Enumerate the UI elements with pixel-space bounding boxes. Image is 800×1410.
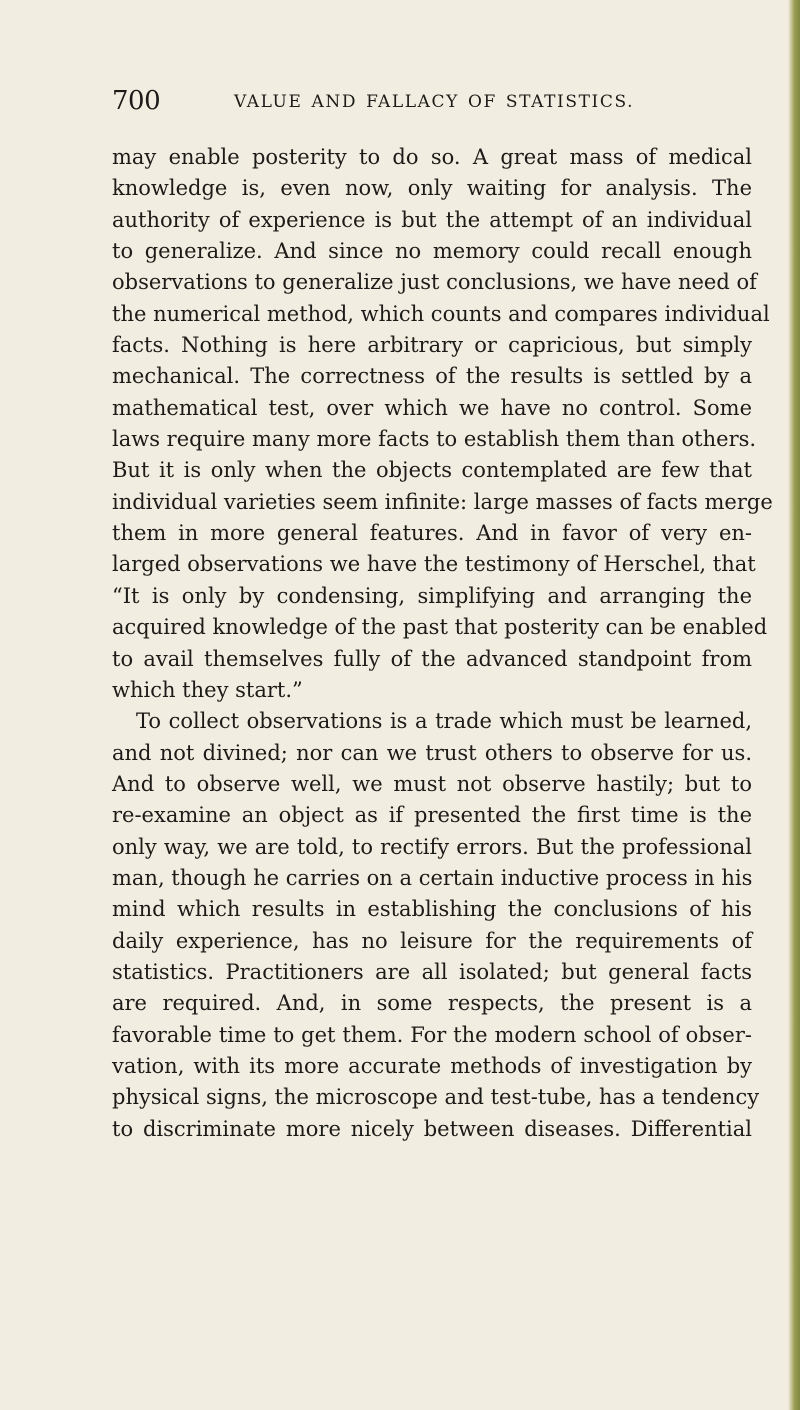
text-line: mathematical test, over which we have no control. Some: [112, 395, 752, 420]
paragraph-end-line: which they start.”: [112, 677, 303, 702]
text-line: facts. Nothing is here arbitrary or capricious, but simply: [112, 333, 752, 358]
text-line: physical signs, the microscope and test-tube, has a tendency: [112, 1085, 760, 1110]
text-line: individual varieties seem infinite: large masses of facts merge: [112, 489, 773, 514]
text-line: favorable time to get them. For the modern school of obser-: [112, 1022, 752, 1047]
text-line: are required. And, in some respects, the present is a: [112, 991, 752, 1016]
text-line: re-examine an object as if presented the first time is the: [112, 803, 752, 828]
text-line: knowledge is, even now, only waiting for analysis. The: [112, 176, 752, 201]
page-number: 700: [112, 86, 161, 116]
text-line: observations to generalize just conclusions, we have need of: [112, 270, 757, 295]
text-line: to avail themselves fully of the advanced standpoint from: [112, 646, 752, 671]
text-line: authority of experience is but the attempt of an individual: [112, 207, 752, 232]
text-line: daily experience, has no leisure for the requirements of: [112, 928, 752, 953]
text-line: to generalize. And since no memory could recall enough: [112, 239, 752, 264]
text-line: larged observations we have the testimony of Herschel, that: [112, 552, 756, 577]
text-line: to discriminate more nicely between diseases. Differential: [112, 1116, 752, 1141]
text-line: them in more general features. And in favor of very en-: [112, 521, 752, 546]
text-line: mind which results in establishing the conclusions of his: [112, 897, 752, 922]
text-line: acquired knowledge of the past that posterity can be enabled: [112, 615, 768, 640]
paragraph-start-line: To collect observations is a trade which must be learned,: [136, 709, 752, 734]
text-line: laws require many more facts to establish them than others.: [112, 427, 757, 452]
text-line: And to observe well, we must not observe hastily; but to: [112, 771, 752, 796]
text-line: man, though he carries on a certain inductive process in his: [112, 865, 753, 890]
text-line: vation, with its more accurate methods of investigation by: [112, 1053, 752, 1078]
text-line: mechanical. The correctness of the results is settled by a: [112, 364, 752, 389]
body-text: [112, 142, 773, 1145]
running-head: [112, 86, 752, 116]
page-edge: [788, 0, 800, 1410]
text-line: only way, we are told, to rectify errors. But the professional: [112, 834, 752, 859]
text-line: statistics. Practitioners are all isolated; but general facts: [112, 959, 752, 984]
text-line: But it is only when the objects contemplated are few that: [112, 458, 752, 483]
text-line: may enable posterity to do so. A great mass of medical: [112, 145, 752, 169]
running-title: VALUE AND FALLACY OF STATISTICS.: [234, 92, 635, 112]
text-line: and not divined; nor can we trust others to observe for us.: [112, 740, 752, 765]
text-line: the numerical method, which counts and compares individual: [112, 301, 770, 326]
text-line: “It is only by condensing, simplifying and arranging the: [112, 583, 752, 608]
